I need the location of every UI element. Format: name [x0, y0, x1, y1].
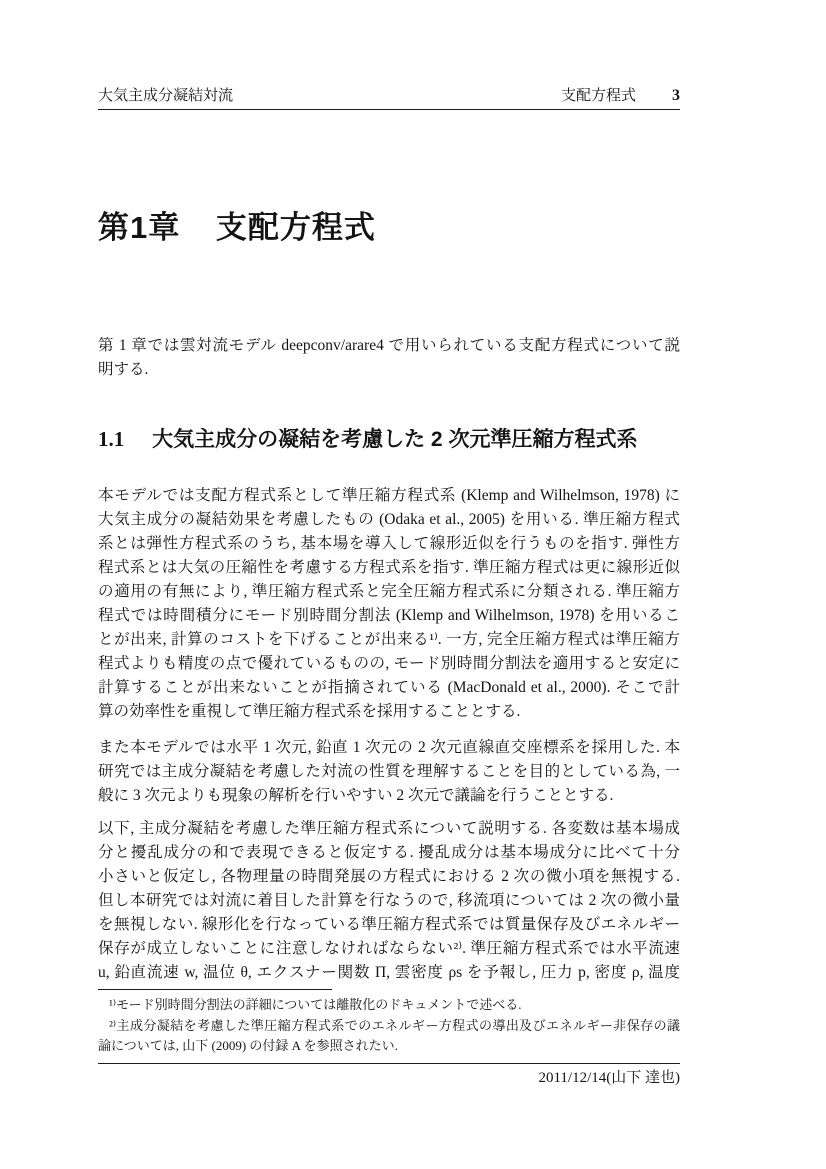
chapter-heading: [98, 210, 680, 246]
footnotes: [98, 989, 680, 1057]
chapter-number: 第1章: [98, 210, 181, 245]
text-line: 程式では時間積分にモード別時間分割法 (Klemp and Wilhelmson, 1978) を用いるこ: [98, 607, 680, 624]
footnote-separator-rule: [98, 989, 332, 990]
page-footer: [98, 1069, 680, 1088]
paragraph-2: [98, 736, 680, 808]
text-line: 系とは弾性方程式系のうち, 基本場を導入して線形近似を行うものを指す. 弾性方: [98, 535, 680, 552]
text-line: 分と擾乱成分の和で表現できると仮定する. 擾乱成分は基本場成分に比べて十分: [98, 844, 680, 861]
page-header: [98, 86, 680, 110]
text-line: 但し本研究では対流に着目した計算を行なうので, 移流項については 2 次の微小量: [98, 892, 680, 909]
page-number: 3: [672, 87, 680, 104]
text-line: とが出来, 計算のコストを下げることが出来る¹⁾. 一方, 完全圧縮方程式は準圧縮方: [98, 631, 680, 648]
text-line: 程式よりも精度の点で優れているものの, モード別時間分割法を適用すると安定に: [98, 655, 680, 672]
footnote-1: [98, 995, 680, 1016]
footnote-2: [98, 1016, 680, 1057]
text-line: 程式系とは大気の圧縮性を考慮する方程式系を指す. 準圧縮方程式は更に線形近似: [98, 559, 680, 576]
footer-rule: [98, 1063, 680, 1064]
text-line: 研究では主成分凝結を考慮した対流の性質を理解することを目的としている為, 一: [98, 763, 680, 780]
text-line: 論については, 山下 (2009) の付録 A を参照されたい.: [98, 1038, 398, 1053]
text-line: 保存が成立しないことに注意しなければならない²⁾. 準圧縮方程式系では水平流速: [98, 940, 680, 957]
text-line: 以下, 主成分凝結を考慮した準圧縮方程式系について説明する. 各変数は基本場成: [98, 820, 680, 837]
text-line: の適用の有無により, 準圧縮方程式系と完全圧縮方程式系に分類される. 準圧縮方: [98, 583, 680, 600]
text-line: 明する.: [98, 361, 149, 378]
section-title: 大気主成分の凝結を考慮した 2 次元準圧縮方程式系: [152, 428, 638, 451]
text-line: u, 鉛直流速 w, 温位 θ, エクスナー関数 Π, 雲密度 ρs を予報し, 圧力 p, 密度 ρ, 温度: [98, 964, 680, 981]
text-line: ²⁾主成分凝結を考慮した準圧縮方程式系でのエネルギー方程式の導出及びエネルギー非保存の議: [109, 1017, 680, 1033]
lead-paragraph: [98, 334, 680, 382]
text-line: 般に 3 次元よりも現象の解析を行いやすい 2 次元で議論を行うこととする.: [98, 787, 614, 804]
text-line: 計算することが出来ないことが指摘されている (MacDonald et al., 2000). そこで計: [98, 679, 680, 696]
paragraph-3: [98, 817, 680, 985]
text-line: 小さいと仮定し, 各物理量の時間発展の方程式における 2 次の微小項を無視する.: [98, 868, 680, 885]
section-number: 1.1: [98, 427, 125, 451]
text-line: 算の効率性を重視して準圧縮方程式系を採用することとする.: [98, 703, 521, 720]
section-heading: [98, 425, 680, 454]
paragraph-1: [98, 484, 680, 724]
header-left-title: 大気主成分凝結対流: [98, 87, 234, 104]
chapter-title: 支配方程式: [215, 210, 376, 245]
header-right-title: 支配方程式: [560, 87, 636, 104]
text-line: 大気主成分の凝結効果を考慮したもの (Odaka et al., 2005) を用いる. 準圧縮方程式: [98, 511, 680, 528]
text-line: ¹⁾モード別時間分割法の詳細については離散化のドキュメントで述べる.: [109, 997, 522, 1012]
text-line: また本モデルでは水平 1 次元, 鉛直 1 次元の 2 次元直線直交座標系を採用した. 本: [98, 739, 680, 756]
text-line: を無視しない. 線形化を行なっている準圧縮方程式系では質量保存及びエネルギー: [98, 916, 680, 933]
text-line: 第 1 章では雲対流モデル deepconv/arare4 で用いられている支配方程式について説: [98, 337, 680, 354]
text-line: 本モデルでは支配方程式系として準圧縮方程式系 (Klemp and Wilhelmson, 1978) に: [98, 487, 680, 504]
header-right-group: [561, 86, 680, 105]
footer-date-author: 2011/12/14(山下 達也): [538, 1069, 680, 1086]
